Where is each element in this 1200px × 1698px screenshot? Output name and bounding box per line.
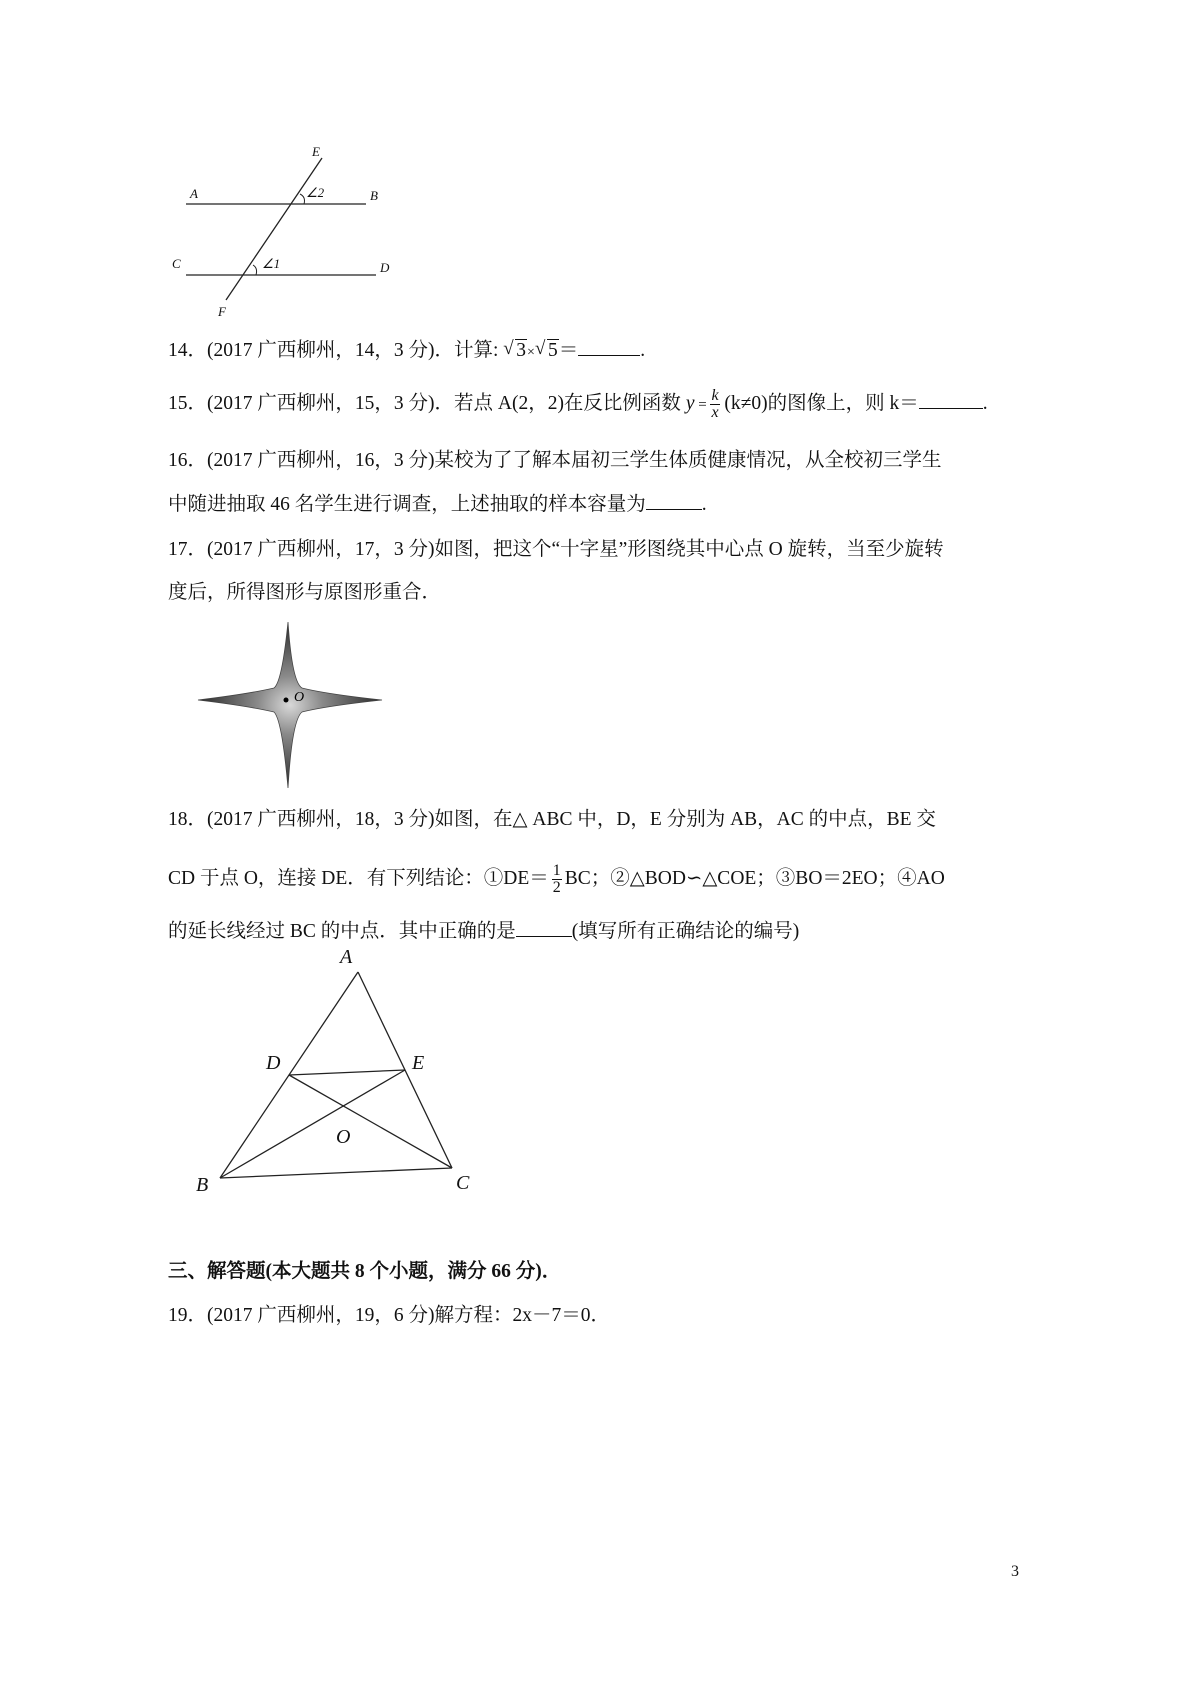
label-b: B [196, 1174, 209, 1196]
q14-end: . [640, 340, 646, 361]
q16-answer-blank [646, 491, 702, 510]
triangle-figure [180, 946, 480, 1210]
question-14 [168, 337, 645, 367]
page-number: 3 [1011, 1563, 1019, 1580]
transversal-ef [226, 158, 325, 300]
sqrt-3-value: 3 [516, 340, 527, 361]
label-c: C [172, 256, 181, 271]
q14-times: × [527, 345, 535, 360]
q18-frac-den: 2 [552, 879, 561, 896]
q14-equals: ＝ [558, 340, 579, 361]
label-angle1: ∠1 [262, 256, 281, 271]
parallel-lines-figure [170, 144, 430, 320]
q14-prefix: 14．(2017 广西柳州，14，3 分)．计算: [168, 340, 504, 361]
question-18-line3 [168, 918, 799, 946]
sqrt-sign-icon: √ [534, 338, 546, 359]
label-f: F [218, 304, 226, 319]
triangle-svg [180, 960, 480, 1210]
question-19: 19．(2017 广西柳州，19，6 分)解方程：2x－7＝0． [168, 1305, 610, 1326]
side-bc [220, 1168, 452, 1178]
sqrt-3 [503, 337, 527, 365]
q18-fraction [552, 863, 562, 896]
segment-cd [289, 1075, 452, 1168]
q15-fraction [710, 388, 719, 421]
q18-answer-blank [516, 918, 572, 937]
q15-middle: (k≠0)的图像上，则 k＝ [719, 392, 919, 414]
q15-func-y: y [685, 392, 695, 414]
label-a: A [340, 946, 353, 968]
star-shape [198, 622, 382, 788]
label-c: C [456, 1172, 470, 1194]
q16-line2-text: 中随进抽取 46 名学生进行调查，上述抽取的样本容量为 [168, 494, 646, 515]
q18-frac-num: 1 [552, 862, 561, 879]
question-18-line2 [168, 863, 945, 896]
q14-answer-blank [578, 337, 640, 356]
q18-line3-pre: 的延长线经过 BC 的中点．其中正确的是 [168, 921, 516, 942]
q18-line2-pre: CD 于点 O，连接 DE．有下列结论：①DE＝ [168, 867, 549, 889]
q15-prefix: 15．(2017 广西柳州，15，3 分)．若点 A(2，2)在反比例函数 [168, 392, 686, 414]
label-d: D [380, 260, 390, 275]
q15-answer-blank [919, 390, 983, 409]
q16-end: . [701, 494, 707, 515]
q15-frac-den: x [711, 404, 719, 421]
sqrt-5 [535, 337, 559, 365]
question-15 [168, 388, 988, 421]
star-center-dot [284, 698, 289, 703]
cross-star-figure [196, 620, 386, 790]
question-17-line2: 度后，所得图形与原图形重合． [168, 582, 442, 603]
section-3-title: 三、解答题(本大题共 8 个小题，满分 66 分)． [168, 1261, 562, 1282]
label-e: E [312, 144, 320, 159]
question-17-line1: 17．(2017 广西柳州，17，3 分)如图，把这个“十字星”形图绕其中心点 O 旋转，当至少旋转 [168, 539, 944, 560]
angle2-arc [300, 194, 305, 204]
question-18-line1: 18．(2017 广西柳州，18，3 分)如图，在△ ABC 中，D，E 分别为 AB，AC 的中点，BE 交 [168, 809, 936, 830]
label-o: O [336, 1126, 351, 1148]
cross-star-svg [196, 620, 386, 790]
q18-line2-post: BC；②△BOD∽△COE；③BO＝2EO；④AO [564, 867, 945, 889]
q18-line3-post: (填写所有正确结论的编号) [571, 921, 800, 942]
label-b: B [370, 188, 378, 203]
segment-be [220, 1070, 405, 1178]
q15-func-eq: = [694, 396, 711, 413]
q15-frac-num: k [711, 387, 719, 404]
parallel-lines-svg [170, 150, 430, 320]
question-16-line1: 16．(2017 广西柳州，16，3 分)某校为了了解本届初三学生体质健康情况，从全校初三学生 [168, 450, 942, 471]
angle1-arc [253, 265, 257, 275]
star-label-o: O [294, 690, 305, 705]
label-a: A [190, 186, 198, 201]
sqrt-5-value: 5 [547, 340, 558, 361]
segment-de [289, 1070, 405, 1075]
label-angle2: ∠2 [306, 185, 325, 200]
label-e: E [412, 1052, 425, 1074]
q15-end: . [982, 392, 988, 414]
label-d: D [266, 1052, 281, 1074]
sqrt-sign-icon: √ [503, 338, 514, 359]
question-16-line2 [168, 491, 707, 519]
